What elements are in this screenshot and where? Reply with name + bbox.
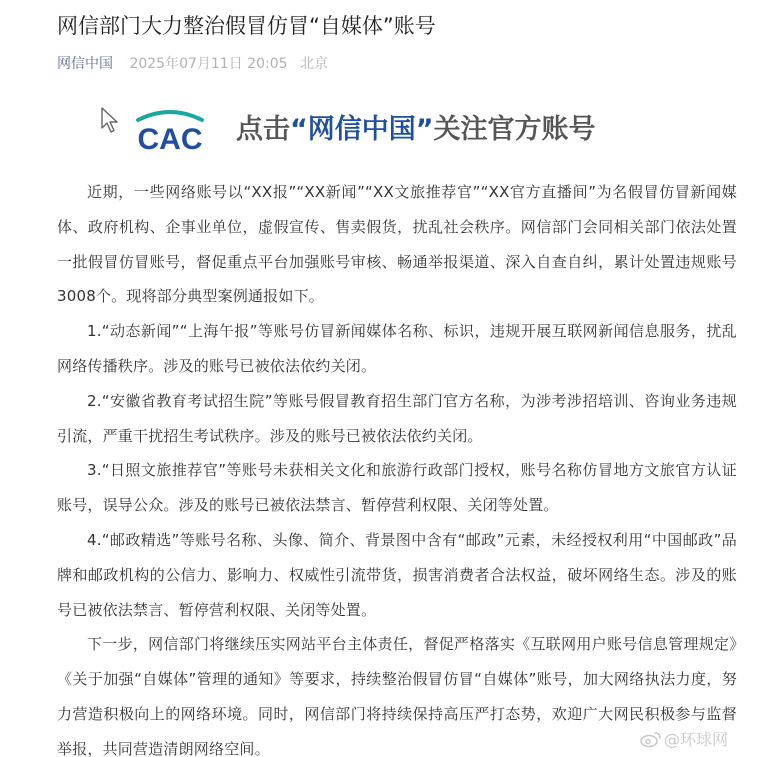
cac-logo — [124, 106, 216, 154]
article-meta — [57, 53, 328, 75]
publish-time: 2025年07月11日 20:05 — [129, 56, 288, 72]
weibo-icon — [640, 730, 662, 748]
watermark-text: @环球网 — [664, 730, 729, 749]
paragraph: 3.“日照文旅推荐官”等账号未获相关文化和旅游行政部门授权，账号名称仿冒地方文旅官方认证账号，误导公众。涉及的账号已被依法禁言、暂停营利权限、关闭等处置。 — [57, 461, 737, 515]
svg-text:CAC: CAC — [137, 123, 203, 154]
article-title: 网信部门大力整治假冒仿冒“自媒体”账号 — [57, 14, 436, 38]
banner-slogan — [236, 110, 596, 150]
banner-text-after: 关注官方账号 — [433, 114, 596, 145]
paragraph: 1.“动态新闻”“上海午报”等账号仿冒新闻媒体名称、标识，违规开展互联网新闻信息服务，扰乱网络传播秩序。涉及的账号已被依法依约关闭。 — [57, 322, 737, 375]
watermark — [640, 728, 728, 752]
paragraph: 下一步，网信部门将继续压实网站平台主体责任，督促严格落实《互联网用户账号信息管理规定》《关于加强“自媒体”管理的通知》等要求，持续整治假冒仿冒“自媒体”账号，加大网络执法力度，努力营造积极向上的网络环境。同时，网信部门将持续保持高压严打态势，欢迎广大网民积极参与监督举报，共同营造清朗网络空间。 — [57, 635, 737, 757]
banner-text-before: 点击 — [236, 114, 290, 145]
paragraph: 近期，一些网络账号以“XX报”“XX新闻”“XX文旅推荐官”“XX官方直播间”为名假冒仿冒新闻媒体、政府机构、企事业单位，虚假宣传、售卖假货，扰乱社会秩序。网信部门会同相关部门依法处置一批假冒仿冒账号，督促重点平台加强账号审核、畅通举报渠道、深入自查自纠，累计处置违规账号3008个。现将部分典型案例通报如下。 — [57, 183, 737, 306]
paragraph: 4.“邮政精选”等账号名称、头像、简介、背景图中含有“邮政”元素，未经授权利用“中国邮政”品牌和邮政机构的公信力、影响力、权威性引流带货，损害消费者合法权益，破坏网络生态。涉及的账号已被依法禁言、暂停营利权限、关闭等处置。 — [57, 530, 737, 619]
cursor-icon — [100, 106, 120, 134]
follow-banner[interactable] — [96, 100, 676, 160]
account-name-link[interactable]: 网信中国 — [57, 56, 113, 72]
article-body — [57, 175, 737, 757]
publish-location: 北京 — [299, 56, 328, 72]
paragraph: 2.“安徽省教育考试招生院”等账号假冒教育招生部门官方名称，为涉考涉招培训、咨询业务违规引流，严重干扰招生考试秩序。涉及的账号已被依法依约关闭。 — [57, 391, 737, 445]
banner-text-highlight: “网信中国” — [290, 114, 434, 145]
